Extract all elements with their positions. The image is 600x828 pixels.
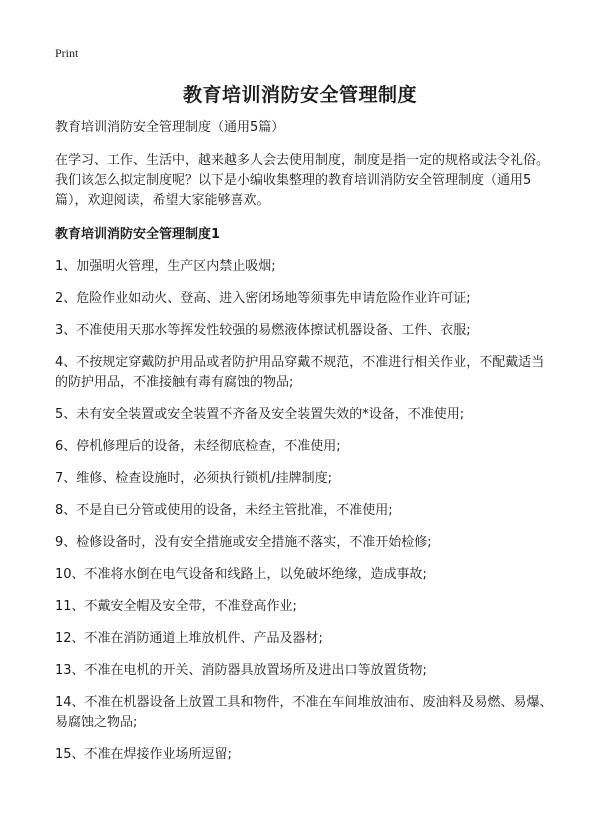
rule-item: 11、不戴安全帽及安全带，不准登高作业; (55, 599, 297, 614)
rule-item: 13、不准在电机的开关、消防器具放置场所及进出口等放置货物; (55, 663, 427, 678)
intro-paragraph: 在学习、工作、生活中，越来越多人会去使用制度，制度是指一定的规格或法令礼俗。我们该怎么拟定制度呢？以下是小编收集整理的教育培训消防安全管理制度（通用5篇），欢迎阅读，希望大家能够喜欢。 (55, 153, 550, 208)
rule-item: 12、不准在消防通道上堆放机件、产品及器材; (55, 631, 323, 646)
rule-item: 8、不是自已分管或使用的设备，未经主管批准，不准使用; (55, 503, 393, 518)
rule-list (55, 257, 553, 765)
rule-item: 4、不按规定穿戴防护用品或者防护用品穿戴不规范，不准进行相关作业，不配戴适当的防护用品，不准接触有毒有腐蚀的物品; (55, 355, 545, 390)
print-link[interactable]: Print (55, 46, 79, 60)
rule-item: 2、危险作业如动火、登高、进入密闭场地等须事先申请危险作业许可证; (55, 291, 471, 306)
rule-item: 6、停机修理后的设备，未经彻底检查，不准使用; (55, 439, 341, 454)
rule-item: 7、维修、检查设施时，必须执行锁机/挂牌制度; (55, 471, 333, 486)
rule-item: 10、不准将水倒在电气设备和线路上，以免破坏绝缘，造成事故; (55, 567, 427, 582)
rule-item: 14、不准在机器设备上放置工具和物件，不准在车间堆放油布、废油料及易燃、易爆、易腐蚀之物品; (55, 695, 553, 730)
rule-item: 1、加强明火管理，生产区内禁止吸烟; (55, 259, 276, 274)
document-body (55, 118, 553, 777)
document-title: 教育培训消防安全管理制度 (182, 84, 417, 106)
rule-item: 9、检修设备时，没有安全措施或安全措施不落实，不准开始检修; (55, 535, 432, 550)
rule-item: 3、不准使用天那水等挥发性较强的易燃液体擦试机器设备、工件、衣服; (55, 323, 471, 338)
section-heading: 教育培训消防安全管理制度1 (55, 227, 221, 242)
document-subtitle: 教育培训消防安全管理制度（通用5篇） (55, 120, 285, 135)
rule-item: 5、未有安全装置或安全装置不齐备及安全装置失效的*设备，不准使用; (55, 407, 465, 422)
rule-item: 15、不准在焊接作业场所逗留; (55, 747, 232, 762)
